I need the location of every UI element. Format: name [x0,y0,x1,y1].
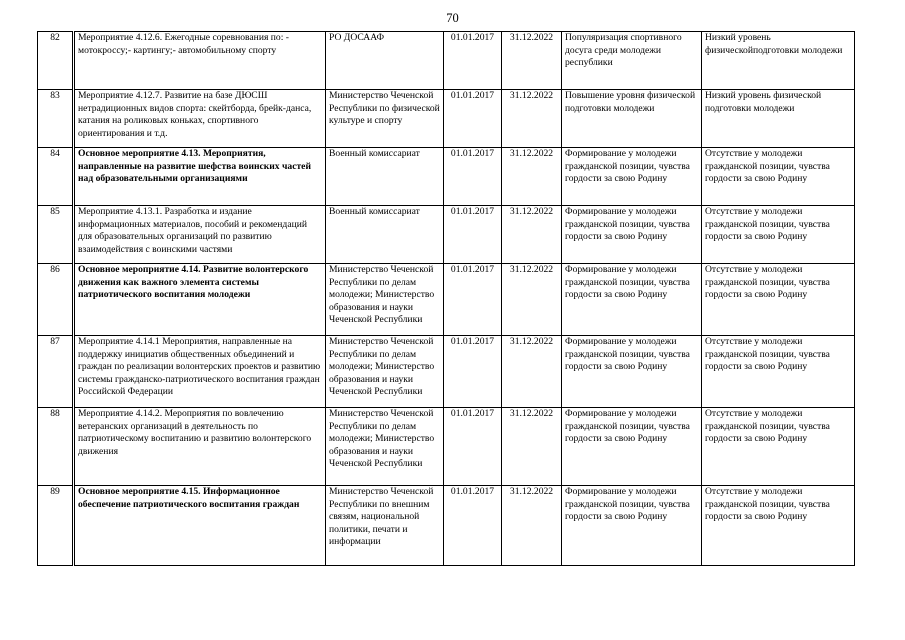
measure-title-cell: Основное мероприятие 4.13. Мероприятия, направленные на развитие шефства воинских частей над образовательными организациями [74,148,326,206]
consequence-cell: Отсутствие у молодежи гражданской позиции, чувства гордости за свою Родину [702,408,855,486]
expected-result-cell: Формирование у молодежи гражданской позиции, чувства гордости за свою Родину [562,486,702,566]
measure-title-cell: Мероприятие 4.12.7. Развитие на базе ДЮСШ нетрадиционных видов спорта: скейтборда, брейк-данса, катания на роликовых коньках, спортивного ориентирования и т.д. [74,90,326,148]
start-date-cell: 01.01.2017 [444,206,502,264]
table-row [38,486,855,566]
measure-title-cell: Мероприятие 4.12.6. Ежегодные соревнования по: - мотокроссу;- картингу;- автомобильному спорту [74,32,326,90]
end-date-cell: 31.12.2022 [502,486,562,566]
start-date-cell: 01.01.2017 [444,148,502,206]
table-row [38,336,855,408]
measure-title-cell: Мероприятие 4.14.1 Мероприятия, направленные на поддержку инициатив общественных объединений и граждан по реализации волонтерских проектов и развитию системы гражданско-патриотического воспитания граждан Российской Федерации [74,336,326,408]
row-number-cell: 83 [38,90,74,148]
table-row [38,148,855,206]
consequence-cell: Низкий уровень физическойподготовки молодежи [702,32,855,90]
expected-result-cell: Формирование у молодежи гражданской позиции, чувства гордости за свою Родину [562,408,702,486]
row-number-cell: 88 [38,408,74,486]
executor-cell: Министерство Чеченской Республики по делам молодежи; Министерство образования и науки Чеченской Республики [326,336,444,408]
measures-table [37,31,855,566]
table-row [38,264,855,336]
table-row [38,408,855,486]
table-row [38,32,855,90]
table-row [38,90,855,148]
consequence-cell: Отсутствие у молодежи гражданской позиции, чувства гордости за свою Родину [702,148,855,206]
page-number: 70 [446,11,459,25]
row-number-cell: 89 [38,486,74,566]
measure-title-cell: Мероприятие 4.14.2. Мероприятия по вовлечению ветеранских организаций в деятельность по патриотическому воспитанию и развитию волонтерского движения [74,408,326,486]
consequence-cell: Отсутствие у молодежи гражданской позиции, чувства гордости за свою Родину [702,264,855,336]
executor-cell: Министерство Чеченской Республики по делам молодежи; Министерство образования и науки Чеченской Республики [326,264,444,336]
expected-result-cell: Формирование у молодежи гражданской позиции, чувства гордости за свою Родину [562,336,702,408]
end-date-cell: 31.12.2022 [502,206,562,264]
measure-title-cell: Основное мероприятие 4.14. Развитие волонтерского движения как важного элемента системы патриотического воспитания молодежи [74,264,326,336]
start-date-cell: 01.01.2017 [444,336,502,408]
end-date-cell: 31.12.2022 [502,336,562,408]
row-number-cell: 84 [38,148,74,206]
measure-title-cell: Основное мероприятие 4.15. Информационное обеспечение патриотического воспитания граждан [74,486,326,566]
row-number-cell: 87 [38,336,74,408]
expected-result-cell: Популяризация спортивного досуга среди молодежи республики [562,32,702,90]
row-number-cell: 85 [38,206,74,264]
expected-result-cell: Формирование у молодежи гражданской позиции, чувства гордости за свою Родину [562,264,702,336]
expected-result-cell: Повышение уровня физической подготовки молодежи [562,90,702,148]
measure-title-cell: Мероприятие 4.13.1. Разработка и издание информационных материалов, пособий и рекомендаций для образовательных организаций по развитию взаимодействия с воинскими частями [74,206,326,264]
executor-cell: Военный комиссариат [326,206,444,264]
executor-cell: РО ДОСААФ [326,32,444,90]
start-date-cell: 01.01.2017 [444,90,502,148]
consequence-cell: Отсутствие у молодежи гражданской позиции, чувства гордости за свою Родину [702,206,855,264]
consequence-cell: Отсутствие у молодежи гражданской позиции, чувства гордости за свою Родину [702,486,855,566]
table-row [38,206,855,264]
end-date-cell: 31.12.2022 [502,90,562,148]
end-date-cell: 31.12.2022 [502,408,562,486]
executor-cell: Министерство Чеченской Республики по внешним связям, национальной политики, печати и информации [326,486,444,566]
start-date-cell: 01.01.2017 [444,486,502,566]
row-number-cell: 82 [38,32,74,90]
expected-result-cell: Формирование у молодежи гражданской позиции, чувства гордости за свою Родину [562,148,702,206]
row-number-cell: 86 [38,264,74,336]
end-date-cell: 31.12.2022 [502,32,562,90]
executor-cell: Военный комиссариат [326,148,444,206]
end-date-cell: 31.12.2022 [502,264,562,336]
end-date-cell: 31.12.2022 [502,148,562,206]
expected-result-cell: Формирование у молодежи гражданской позиции, чувства гордости за свою Родину [562,206,702,264]
consequence-cell: Низкий уровень физической подготовки молодежи [702,90,855,148]
start-date-cell: 01.01.2017 [444,264,502,336]
executor-cell: Министерство Чеченской Республики по физической культуре и спорту [326,90,444,148]
executor-cell: Министерство Чеченской Республики по делам молодежи; Министерство образования и науки Чеченской Республики [326,408,444,486]
consequence-cell: Отсутствие у молодежи гражданской позиции, чувства гордости за свою Родину [702,336,855,408]
start-date-cell: 01.01.2017 [444,408,502,486]
start-date-cell: 01.01.2017 [444,32,502,90]
